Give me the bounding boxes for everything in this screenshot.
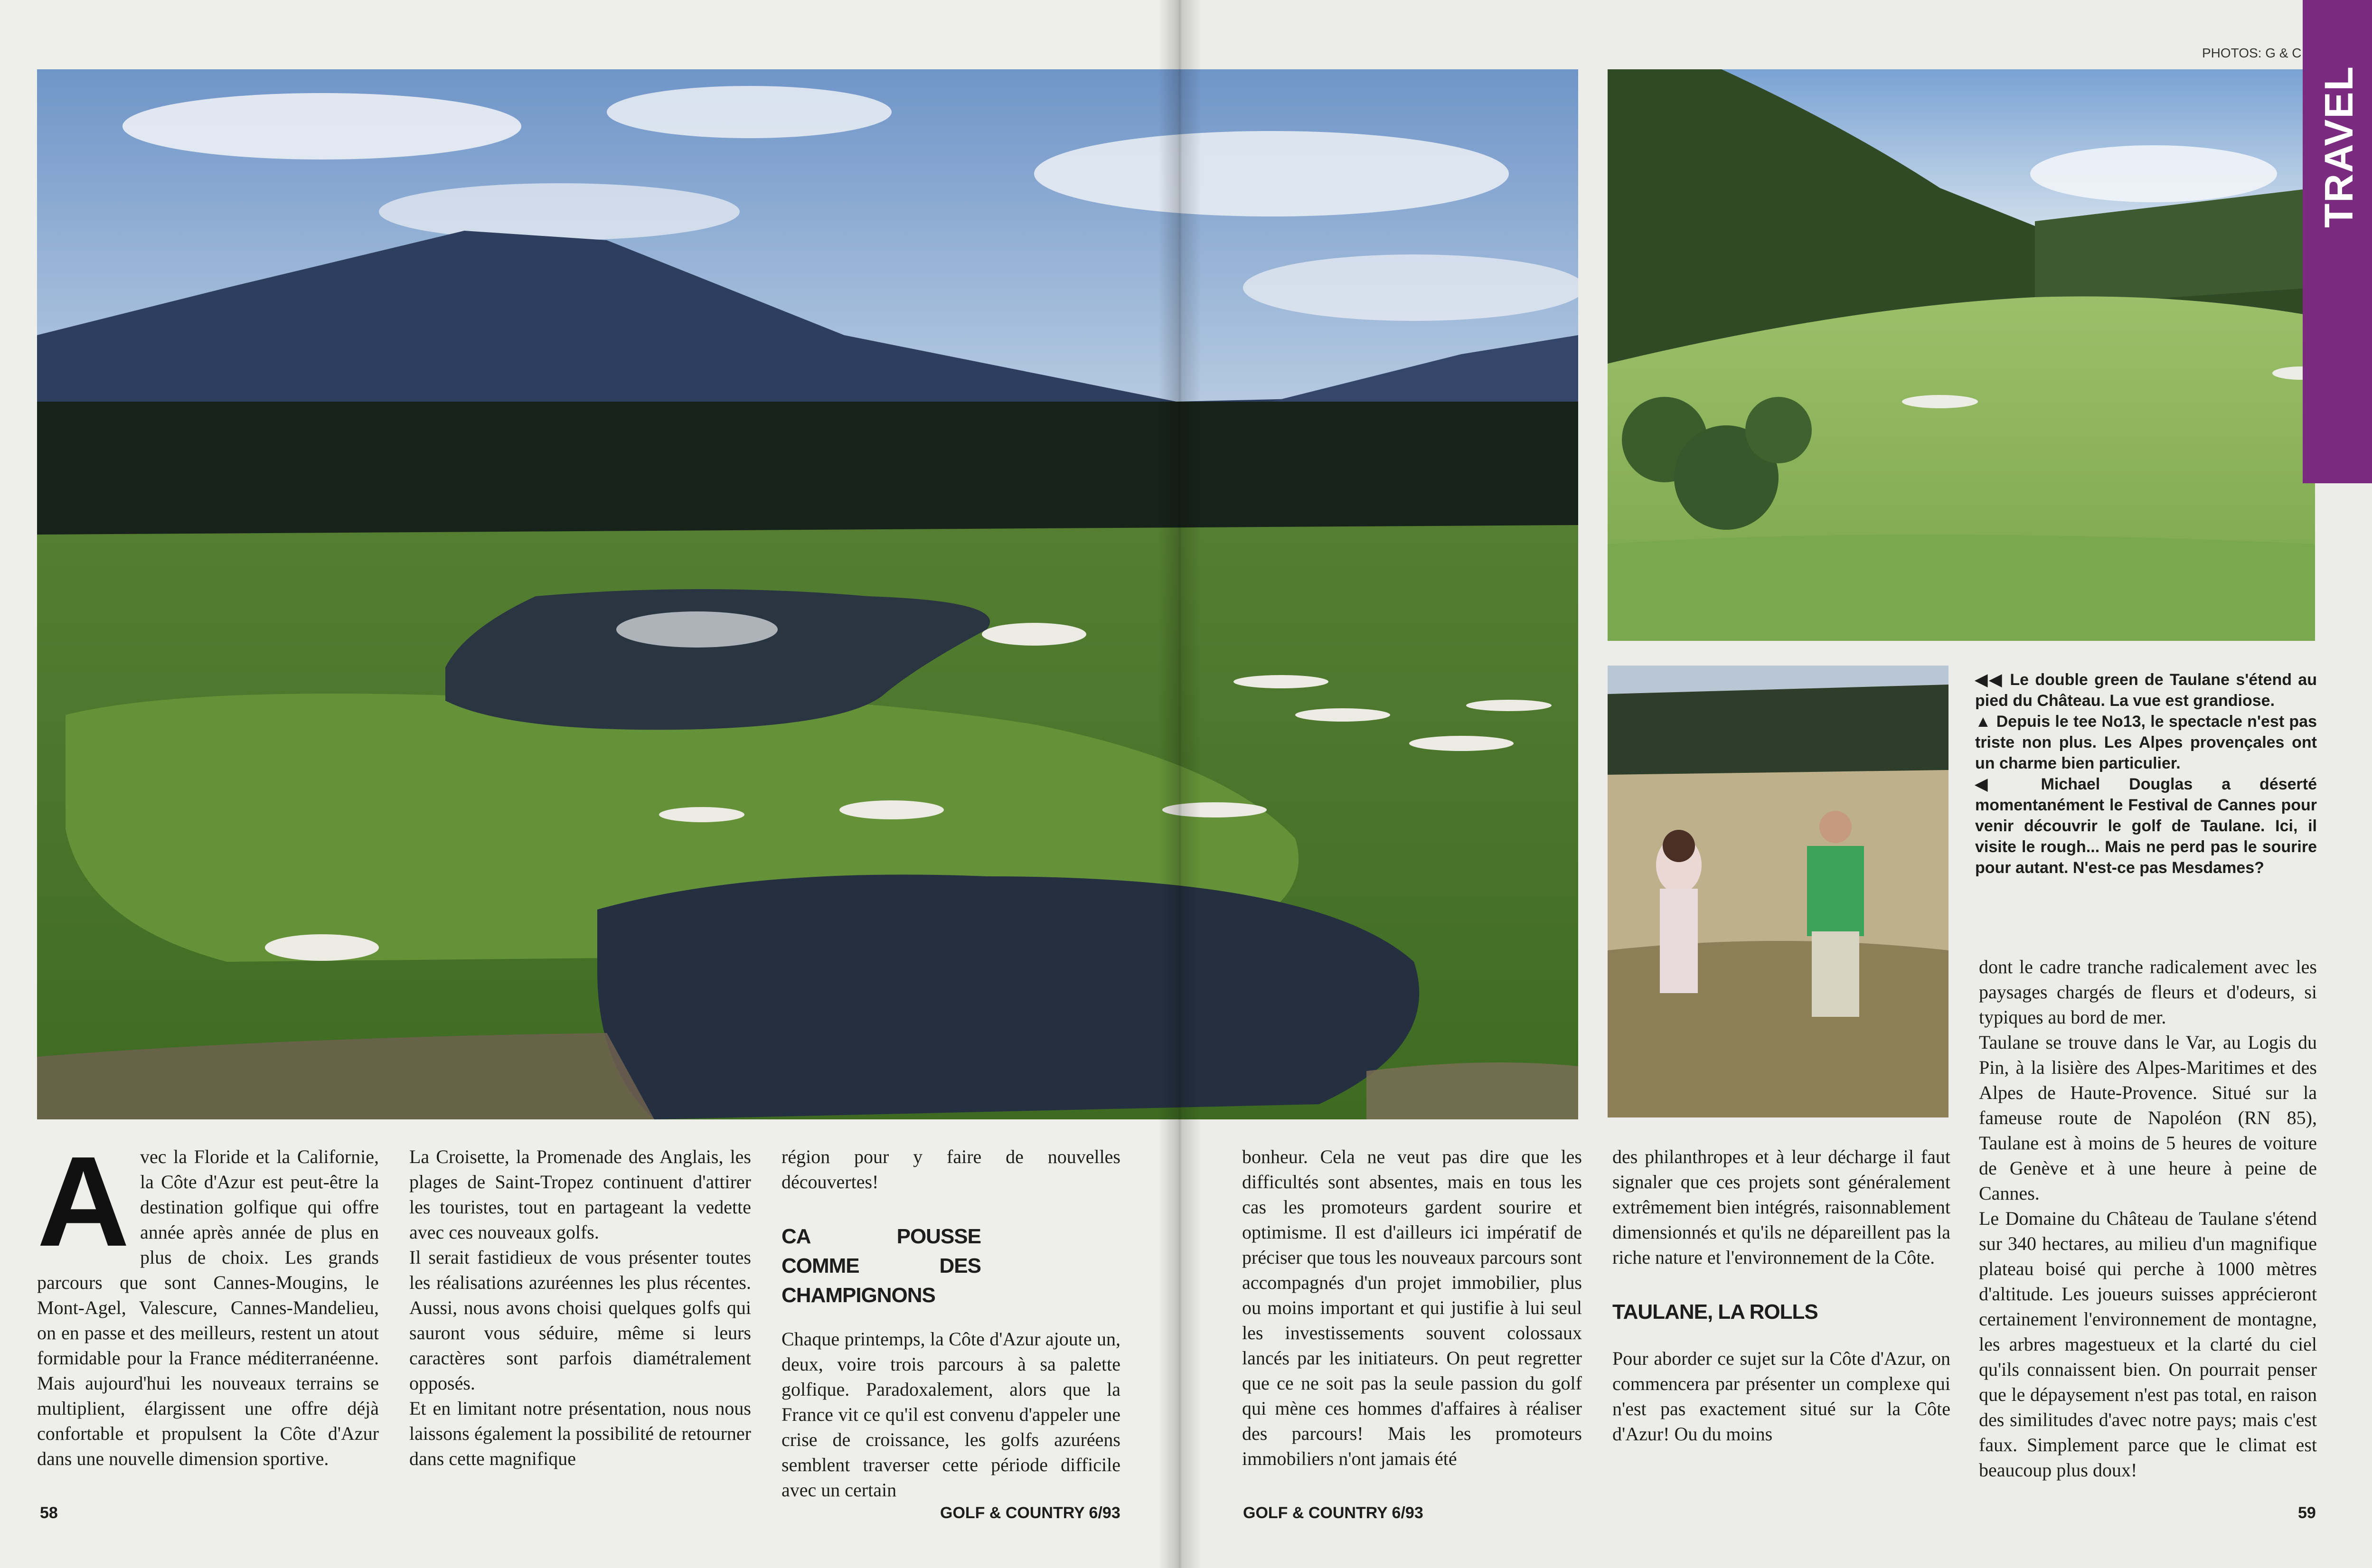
folio-left-page-number: 58 <box>40 1504 58 1522</box>
subhead-taulane: TAULANE, LA ROLLS <box>1612 1300 1818 1324</box>
column-6-paragraph-3: Le Domaine du Château de Taulane s'étend sur 340 hectares, au milieu d'un magnifique plateau boisé qui perche à 1000 mètres d'altitude. Les joueurs suisses apprécieront certainement l'environnement de montagne, les arbres magestueux et la clarté du ciel qu'ils connaissent bien. On pourrait penser que le dépaysement n'est pas total, en raison des similitudes d'avec notre pays; mais c'est faux. Simplement parce que le climat est beaucoup plus doux! <box>1979 1208 2317 1481</box>
photo-michael-douglas <box>1608 666 1948 1117</box>
caption-tee-13: ▲ Depuis le tee No13, le spectacle n'est pas triste non plus. Les Alpes provençales ont un charme bien particulier. <box>1975 713 2317 772</box>
article-column-4 <box>1242 1144 1582 1471</box>
column-5-paragraph-2: Pour aborder ce sujet sur la Côte d'Azur, on commencera par présenter un complexe qui n'est pas exactement situé sur la Côte d'Azur! Ou du moins <box>1612 1348 1950 1445</box>
article-column-2 <box>409 1144 751 1471</box>
dropcap: A <box>37 1130 130 1273</box>
folio-right-issue: GOLF & COUNTRY 6/93 <box>1243 1504 1423 1522</box>
article-column-5 <box>1612 1144 1950 1446</box>
column-2-paragraph-3: Et en limitant notre présentation, nous nous laissons également la possibilité de retourner dans cette magnifique <box>409 1398 751 1469</box>
article-column-1 <box>37 1130 379 1471</box>
folio-left-issue: GOLF & COUNTRY 6/93 <box>940 1504 1120 1522</box>
photo-credit: PHOTOS: G & C <box>2202 46 2302 60</box>
column-3-paragraph-1: région pour y faire de nouvelles découvertes! <box>781 1146 1120 1192</box>
subhead-champignons: CA POUSSE COMME DES CHAMPIGNONS <box>781 1225 981 1307</box>
article-column-6 <box>1979 954 2317 1483</box>
photo-tee-13 <box>1608 69 2315 641</box>
column-1-text: vec la Floride et la Californie, la Côte d'Azur est peut-être la destination golfique qui offre année après année de plus en plus de choix. Les grands parcours que sont Cannes-Mougins, le Mont-Agel, Valescure, Cannes-Mandelieu, on en passe et des meilleurs, restent un atout formidable pour la France méditerranéenne. Mais aujourd'hui les nouveaux terrains se multiplient, élargissent une offre déjà confortable et propulsent la Côte d'Azur dans une nouvelle dimension sportive. <box>37 1146 379 1469</box>
travel-tab-label: TRAVEL <box>2316 66 2361 228</box>
column-5-paragraph-1: des philanthropes et à leur décharge il faut signaler que ces projets sont généralement extrêmement bien intégrés, raisonnablement dimensionnés et qu'ils ne dépareillent pas la riche nature et l'environnement de la Côte. <box>1612 1146 1950 1268</box>
caption-double-green: ◀◀ Le double green de Taulane s'étend au pied du Château. La vue est grandiose. <box>1975 671 2317 710</box>
column-6-paragraph-1: dont le cadre tranche radicalement avec les paysages chargés de fleurs et d'odeurs, si typiques au bord de mer. <box>1979 956 2317 1028</box>
caption-michael-douglas: ◀ Michael Douglas a déserté momentanément le Festival de Cannes pour venir découvrir le golf de Taulane. Ici, il visite le rough... Mais ne perd pas le sourire pour autant. N'est-ce pas Mesdames? <box>1975 775 2317 877</box>
travel-section-tab <box>2303 0 2372 483</box>
column-6-paragraph-2: Taulane se trouve dans le Var, au Logis du Pin, à la lisière des Alpes-Maritimes et des Alpes de Haute-Provence. Situé sur la fameuse route de Napoléon (RN 85), Taulane est à moins de 5 heures de voiture de Genève et à une heure à peine de Cannes. <box>1979 1032 2317 1204</box>
folio-right-page-number: 59 <box>2298 1504 2316 1522</box>
spread-gutter <box>1158 0 1201 1568</box>
photo-double-green <box>37 69 1578 1119</box>
column-3-paragraph-2: Chaque printemps, la Côte d'Azur ajoute un, deux, voire trois parcours à sa palette golfique. Paradoxalement, alors que la France vit ce qu'il est convenu d'appeler une crise de croissance, les golfs azuréens semblent traverser cette période difficile avec un certain <box>781 1328 1120 1501</box>
article-column-3 <box>781 1144 1120 1502</box>
photo-caption <box>1975 669 2317 878</box>
column-2-paragraph-1: La Croisette, la Promenade des Anglais, les plages de Saint-Tropez continuent d'attirer les touristes, tout en partageant la vedette avec ces nouveaux golfs. <box>409 1146 751 1243</box>
column-2-paragraph-2: Il serait fastidieux de vous présenter toutes les réalisations azuréennes les plus récentes. Aussi, nous avons choisi quelques golfs qui sauront vous séduire, même si leurs caractères sont parfois diamétralement opposés. <box>409 1247 751 1394</box>
column-4-text: bonheur. Cela ne veut pas dire que les difficultés sont absentes, mais en tous les cas les promoteurs gardent sourire et optimisme. Il est d'ailleurs ici impératif de préciser que tous les nouveaux parcours sont accompagnés d'un projet immobilier, plus ou moins important et qui justifie à lui seul les investissements souvent colossaux lancés par les initiateurs. On peut regretter que ce ne soit pas la seule passion du golf qui mène ces hommes d'affaires à réaliser des parcours! Mais les promoteurs immobiliers n'ont jamais été <box>1242 1146 1582 1469</box>
